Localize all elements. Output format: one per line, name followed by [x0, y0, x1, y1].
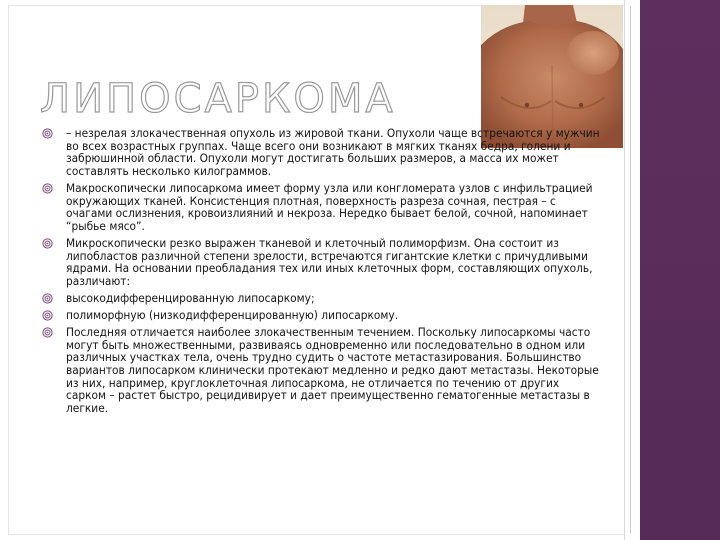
bullet-text: Микроскопически резко выражен тканевой и клеточный полиморфизм. Она состоит из липобластов различной степени зрелости, встречаются гигантские клетки с причудливыми ядрами. На основании преобладания тех или иных клеточных форм, составляющих опухоль, различают: [66, 235, 593, 288]
list-item [42, 292, 602, 305]
bullet-text: Макроскопически липосаркома имеет форму узла или конгломерата узлов с инфильтрацией окружающих тканей. Консистенция плотная, поверхность разреза сочная, пестрая – с очагами ослизнения, кровоизлияний и некроза. Нередко бывает белой, сочной, напоминает “рыбье мясо”. [66, 180, 593, 233]
slide-title: ЛИПОСАРКОМА [40, 76, 396, 122]
bullet-text: Последняя отличается наиболее злокачественным течением. Поскольку липосаркомы часто могут быть множественными, развиваясь одновременно или последовательно в одном или различных участках тела, очень трудно судить о частоте метастазирования. Большинство вариантов липосарком клинически протекают медленно и редко дают метастазы. Некоторые из них, например, круглоклеточная липосаркома, не отличается по течению от других сарком – растет быстро, рецидивирует и дает преимущественно гематогенные метастазы в легкие. [66, 325, 599, 415]
bullet-text: высокодифференцированную липосаркому; [66, 290, 315, 305]
target-circle-icon [42, 310, 53, 321]
target-circle-icon [42, 327, 53, 338]
list-item [42, 326, 602, 414]
bullet-text: полиморфную (низкодифференцированную) липосаркому. [66, 308, 399, 323]
bullet-text: – незрелая злокачественная опухоль из жировой ткани. Опухоли чаще встречаются у мужчин во всех возрастных группах. Чаще всего они возникают в мягких тканях бедра, голени и забрюшинной области. Опухоли могут достигать больших размеров, а масса их может составлять несколько килограммов. [66, 126, 600, 178]
target-circle-icon [42, 293, 53, 304]
target-circle-icon [42, 183, 53, 194]
list-item [42, 309, 602, 322]
accent-side-panel [640, 0, 720, 540]
list-item [42, 127, 602, 177]
bullet-list [42, 127, 602, 419]
target-circle-icon [42, 128, 53, 139]
target-circle-icon [42, 238, 53, 249]
list-item [42, 182, 602, 232]
list-item [42, 237, 602, 287]
side-band [624, 0, 640, 540]
